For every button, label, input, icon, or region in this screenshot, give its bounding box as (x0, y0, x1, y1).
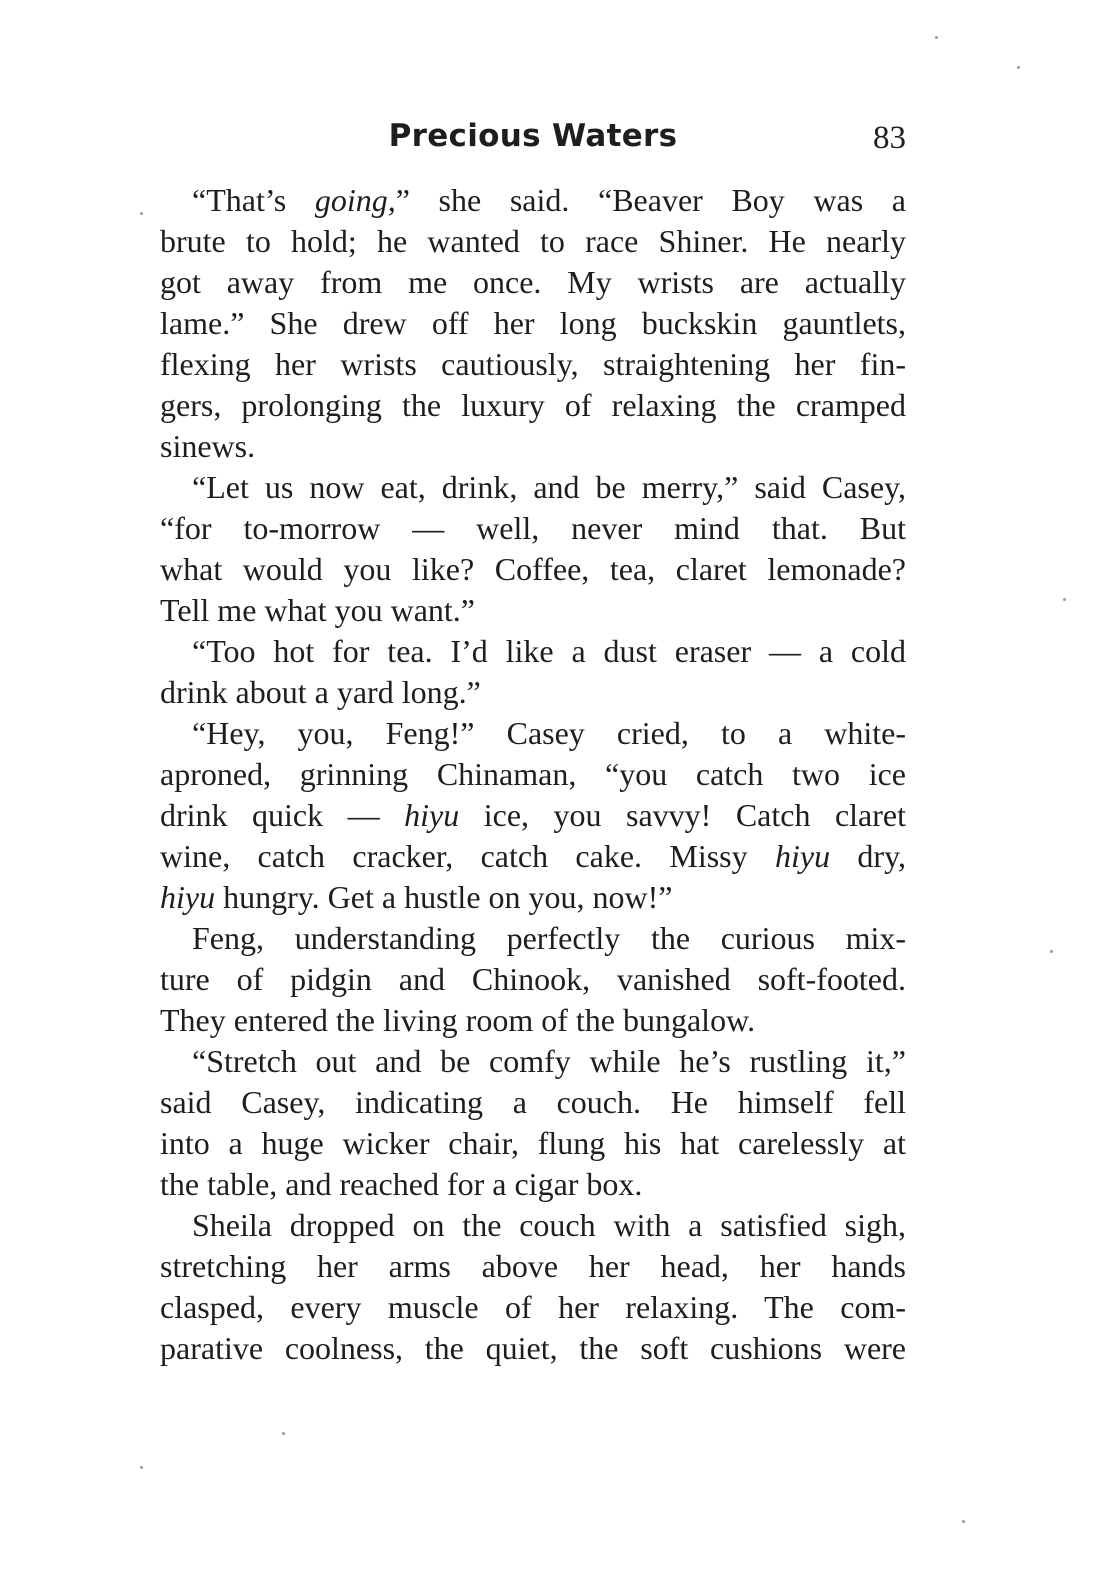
text-segment: drink about a yard long.” (160, 674, 481, 710)
text-line (160, 795, 906, 836)
scan-speck (282, 1432, 285, 1435)
text-segment: “Stretch out and be comfy while he’s rustling it,” (192, 1043, 906, 1079)
text-segment: “for to-morrow — well, never mind that. But (160, 510, 906, 546)
text-segment: Sheila dropped on the couch with a satisfied sigh, (192, 1207, 906, 1243)
text-line (160, 1164, 906, 1205)
running-head (160, 118, 906, 170)
text-segment: ture of pidgin and Chinook, vanished soft-footed. (160, 961, 906, 997)
text-line (160, 303, 906, 344)
scan-speck (140, 1466, 143, 1469)
text-segment: Tell me what you want.” (160, 592, 475, 628)
italic-word: hiyu (774, 838, 831, 874)
page-number: 83 (873, 120, 906, 156)
italic-word: hiyu (404, 797, 460, 833)
text-line (160, 180, 906, 221)
text-segment: Feng, understanding perfectly the curious mix- (192, 920, 906, 956)
text-line (160, 221, 906, 262)
text-line (160, 344, 906, 385)
text-line (160, 1246, 906, 1287)
text-line (160, 754, 906, 795)
italic-word: hiyu (160, 879, 216, 915)
text-segment: “Let us now eat, drink, and be merry,” said Casey, (192, 469, 906, 505)
text-line (160, 262, 906, 303)
scan-speck (1063, 598, 1066, 601)
text-segment: what would you like? Coffee, tea, claret lemonade? (160, 551, 906, 587)
text-segment: parative coolness, the quiet, the soft cushions were (160, 1330, 906, 1366)
text-line (160, 1287, 906, 1328)
scan-speck (1017, 66, 1020, 69)
scan-speck (140, 212, 143, 215)
text-segment: the table, and reached for a cigar box. (160, 1166, 643, 1202)
text-line (160, 877, 906, 918)
text-segment: “That’s (192, 182, 315, 218)
body-text (160, 180, 906, 1369)
text-segment: got away from me once. My wrists are actually (160, 264, 906, 300)
text-line (160, 836, 906, 877)
running-title: Precious Waters (388, 118, 678, 154)
text-segment: gers, prolonging the luxury of relaxing the cramped (160, 387, 906, 423)
text-line (160, 385, 906, 426)
text-line (160, 1328, 906, 1369)
text-line (160, 426, 906, 467)
text-line (160, 631, 906, 672)
text-line (160, 959, 906, 1000)
text-segment: sinews. (160, 428, 256, 464)
text-line (160, 590, 906, 631)
text-segment: “Too hot for tea. I’d like a dust eraser — a cold (192, 633, 906, 669)
text-segment: “Hey, you, Feng!” Casey cried, to a white- (192, 715, 906, 751)
text-segment: flexing her wrists cautiously, straightening her fin- (160, 346, 906, 382)
text-segment: ” she said. “Beaver Boy was a (395, 182, 906, 218)
scan-speck (1050, 950, 1053, 953)
text-segment: lame.” She drew off her long buckskin gauntlets, (160, 305, 906, 341)
text-line (160, 1205, 906, 1246)
text-segment: into a huge wicker chair, flung his hat carelessly at (160, 1125, 906, 1161)
text-line (160, 549, 906, 590)
text-line (160, 467, 906, 508)
text-segment: drink quick — (160, 797, 405, 833)
scan-speck (962, 1520, 965, 1523)
text-line (160, 1000, 906, 1041)
text-line (160, 508, 906, 549)
text-segment: ice, you savvy! Catch claret (459, 797, 906, 833)
text-line (160, 1123, 906, 1164)
scan-speck (935, 36, 938, 39)
text-segment: aproned, grinning Chinaman, “you catch two ice (160, 756, 906, 792)
italic-word: going, (314, 182, 396, 218)
text-segment: clasped, every muscle of her relaxing. The com- (160, 1289, 906, 1325)
text-segment: stretching her arms above her head, her hands (160, 1248, 906, 1284)
text-line (160, 918, 906, 959)
text-line (160, 672, 906, 713)
text-segment: They entered the living room of the bungalow. (160, 1002, 756, 1038)
text-segment: said Casey, indicating a couch. He himself fell (160, 1084, 906, 1120)
text-segment: wine, catch cracker, catch cake. Missy (160, 838, 775, 874)
text-segment: brute to hold; he wanted to race Shiner. He nearly (160, 223, 906, 259)
text-segment: hungry. Get a hustle on you, now!” (215, 879, 673, 915)
text-segment: dry, (830, 838, 906, 874)
text-line (160, 1082, 906, 1123)
text-line (160, 1041, 906, 1082)
text-line (160, 713, 906, 754)
